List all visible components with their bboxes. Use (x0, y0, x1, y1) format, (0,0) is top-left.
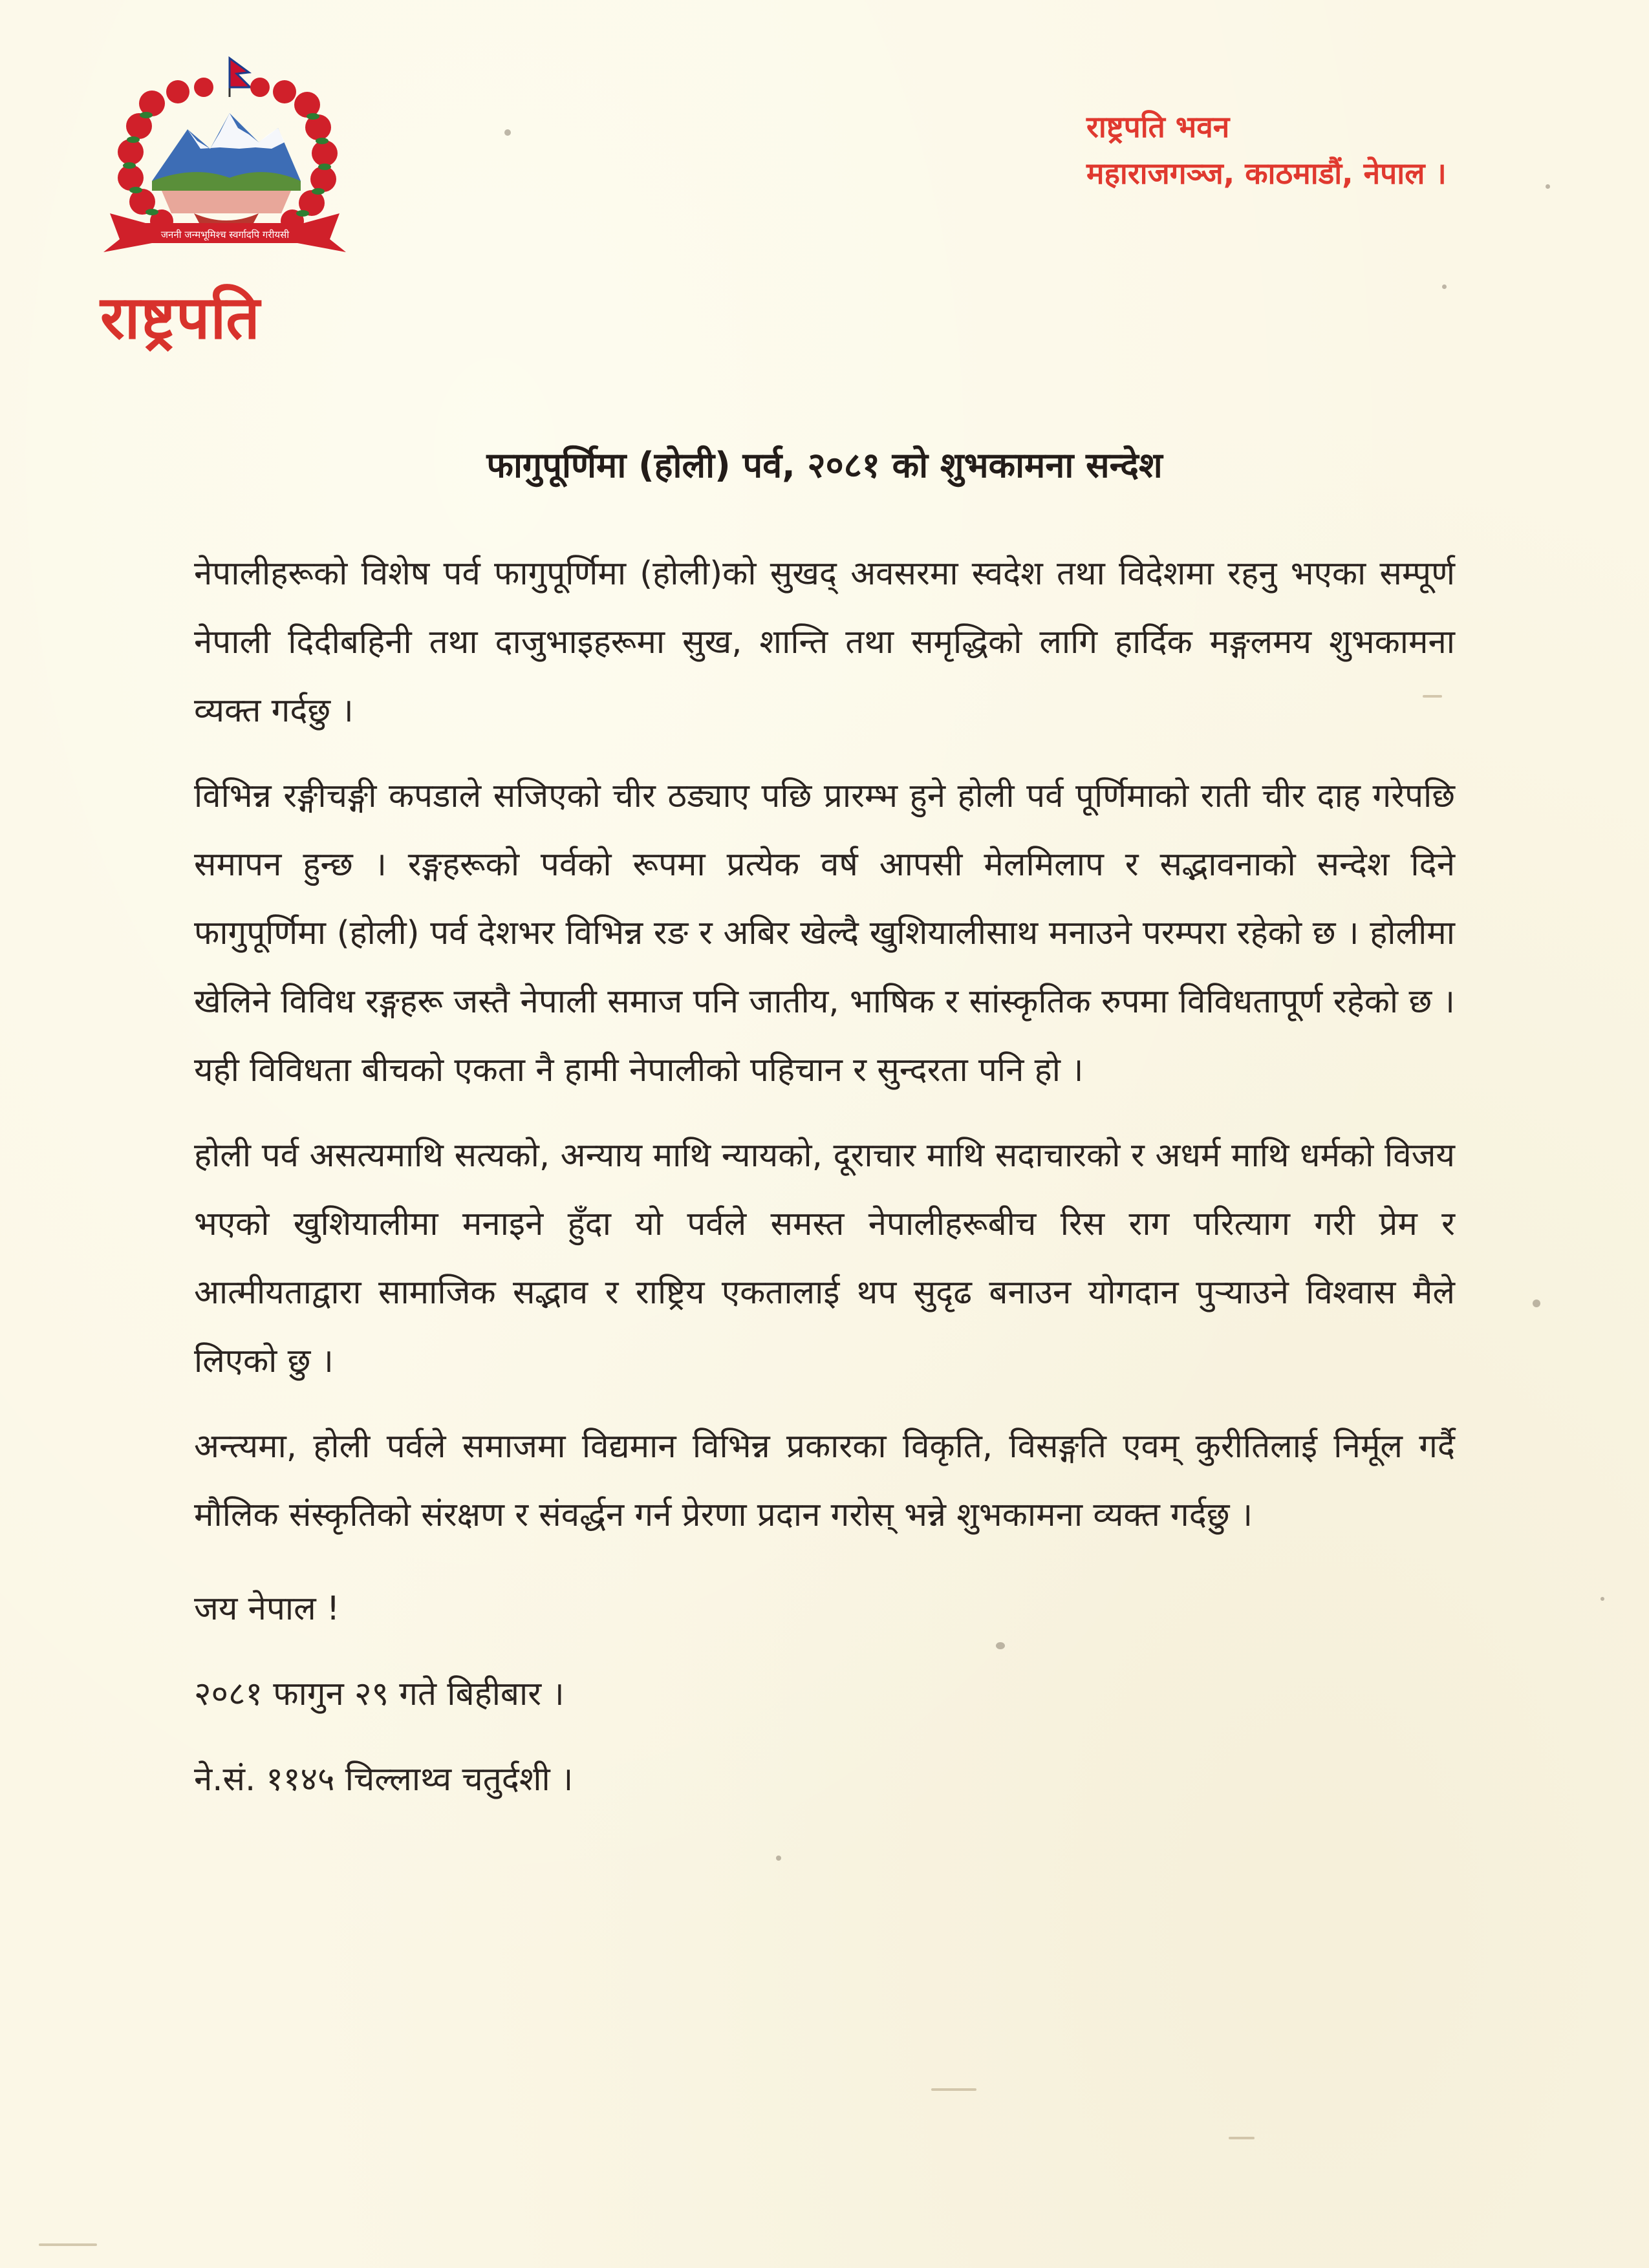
paper-speck (776, 1856, 781, 1861)
paper-speck (504, 129, 511, 136)
office-name: राष्ट्रपति भवन (1086, 109, 1230, 144)
paper-speck (1533, 1300, 1540, 1307)
emblem-ribbon-text: जननी जन्मभूमिश्च स्वर्गादपि गरीयसी (160, 229, 290, 241)
paper-fiber (931, 2088, 976, 2091)
paragraph-2: विभिन्न रङ्गीचङ्गी कपडाले सजिएको चीर ठड्याए पछि प्रारम्भ हुने होली पर्व पूर्णिमाको राती चीर दाह गरेपछि समापन हुन्छ । रङ्गहरूको पर्वको रूपमा प्रत्येक वर्ष आपसी मेलमिलाप र सद्भावनाको सन्देश दिने फागुपूर्णिमा (होली) पर्व देशभर विभिन्न रङ र अबिर खेल्दै खुशियालीसाथ मनाउने परम्परा रहेको छ । होलीमा खेलिने विविध रङ्गहरू जस्तै नेपाली समाज पनि जातीय, भाषिक र सांस्कृतिक रुपमा विविधतापूर्ण रहेको छ । यही विविधता बीचको एकता नै हामी नेपालीको पहिचान र सुन्दरता पनि हो । (194, 777, 1455, 1089)
emblem-label: राष्ट्रपति (100, 283, 261, 352)
paper-speck (1600, 1597, 1604, 1601)
message-title: फागुपूर्णिमा (होली) पर्व, २०८१ को शुभकामना सन्देश (486, 445, 1163, 486)
paper-fiber (1229, 2137, 1255, 2139)
salutation: जय नेपाल ! (194, 1590, 340, 1628)
office-address (1086, 103, 1447, 197)
message-body (194, 540, 1455, 1823)
paper-speck (1442, 284, 1447, 289)
national-emblem-icon (91, 52, 356, 278)
closing-block (194, 1567, 1455, 1823)
date-bikram-sambat: २०८१ फागुन २९ गते बिहीबार । (194, 1675, 565, 1713)
paper-speck (1546, 184, 1550, 189)
paragraph-1: नेपालीहरूको विशेष पर्व फागुपूर्णिमा (होली)को सुखद् अवसरमा स्वदेश तथा विदेशमा रहनु भएका सम्पूर्ण नेपाली दिदीबहिनी तथा दाजुभाइहरूमा सुख, शान्ति तथा समृद्धिको लागि हार्दिक मङ्गलमय शुभकामना व्यक्त गर्दछु । (194, 555, 1455, 730)
paragraph-4: अन्त्यमा, होली पर्वले समाजमा विद्यमान विभिन्न प्रकारका विकृति, विसङ्गति एवम् कुरीतिलाई निर्मूल गर्दै मौलिक संस्कृतिको संरक्षण र संवर्द्धन गर्न प्रेरणा प्रदान गरोस् भन्ने शुभकामना व्यक्त गर्दछु । (194, 1428, 1455, 1534)
paragraph-3: होली पर्व असत्यमाथि सत्यको, अन्याय माथि न्यायको, दूराचार माथि सदाचारको र अधर्म माथि धर्मको विजय भएको खुशियालीमा मनाइने हुँदा यो पर्वले समस्त नेपालीहरूबीच रिस राग परित्याग गरी प्रेम र आत्मीयताद्वारा सामाजिक सद्भाव र राष्ट्रिय एकतालाई थप सुदृढ बनाउन योगदान पुऱ्याउने विश्वास मैले लिएको छु । (194, 1137, 1455, 1380)
date-nepal-sambat: ने.सं. ११४५ चिल्लाथ्व चतुर्दशी । (194, 1760, 574, 1799)
office-location: महाराजगञ्ज, काठमाडौं, नेपाल । (1086, 156, 1447, 191)
paper-fiber (39, 2243, 97, 2246)
